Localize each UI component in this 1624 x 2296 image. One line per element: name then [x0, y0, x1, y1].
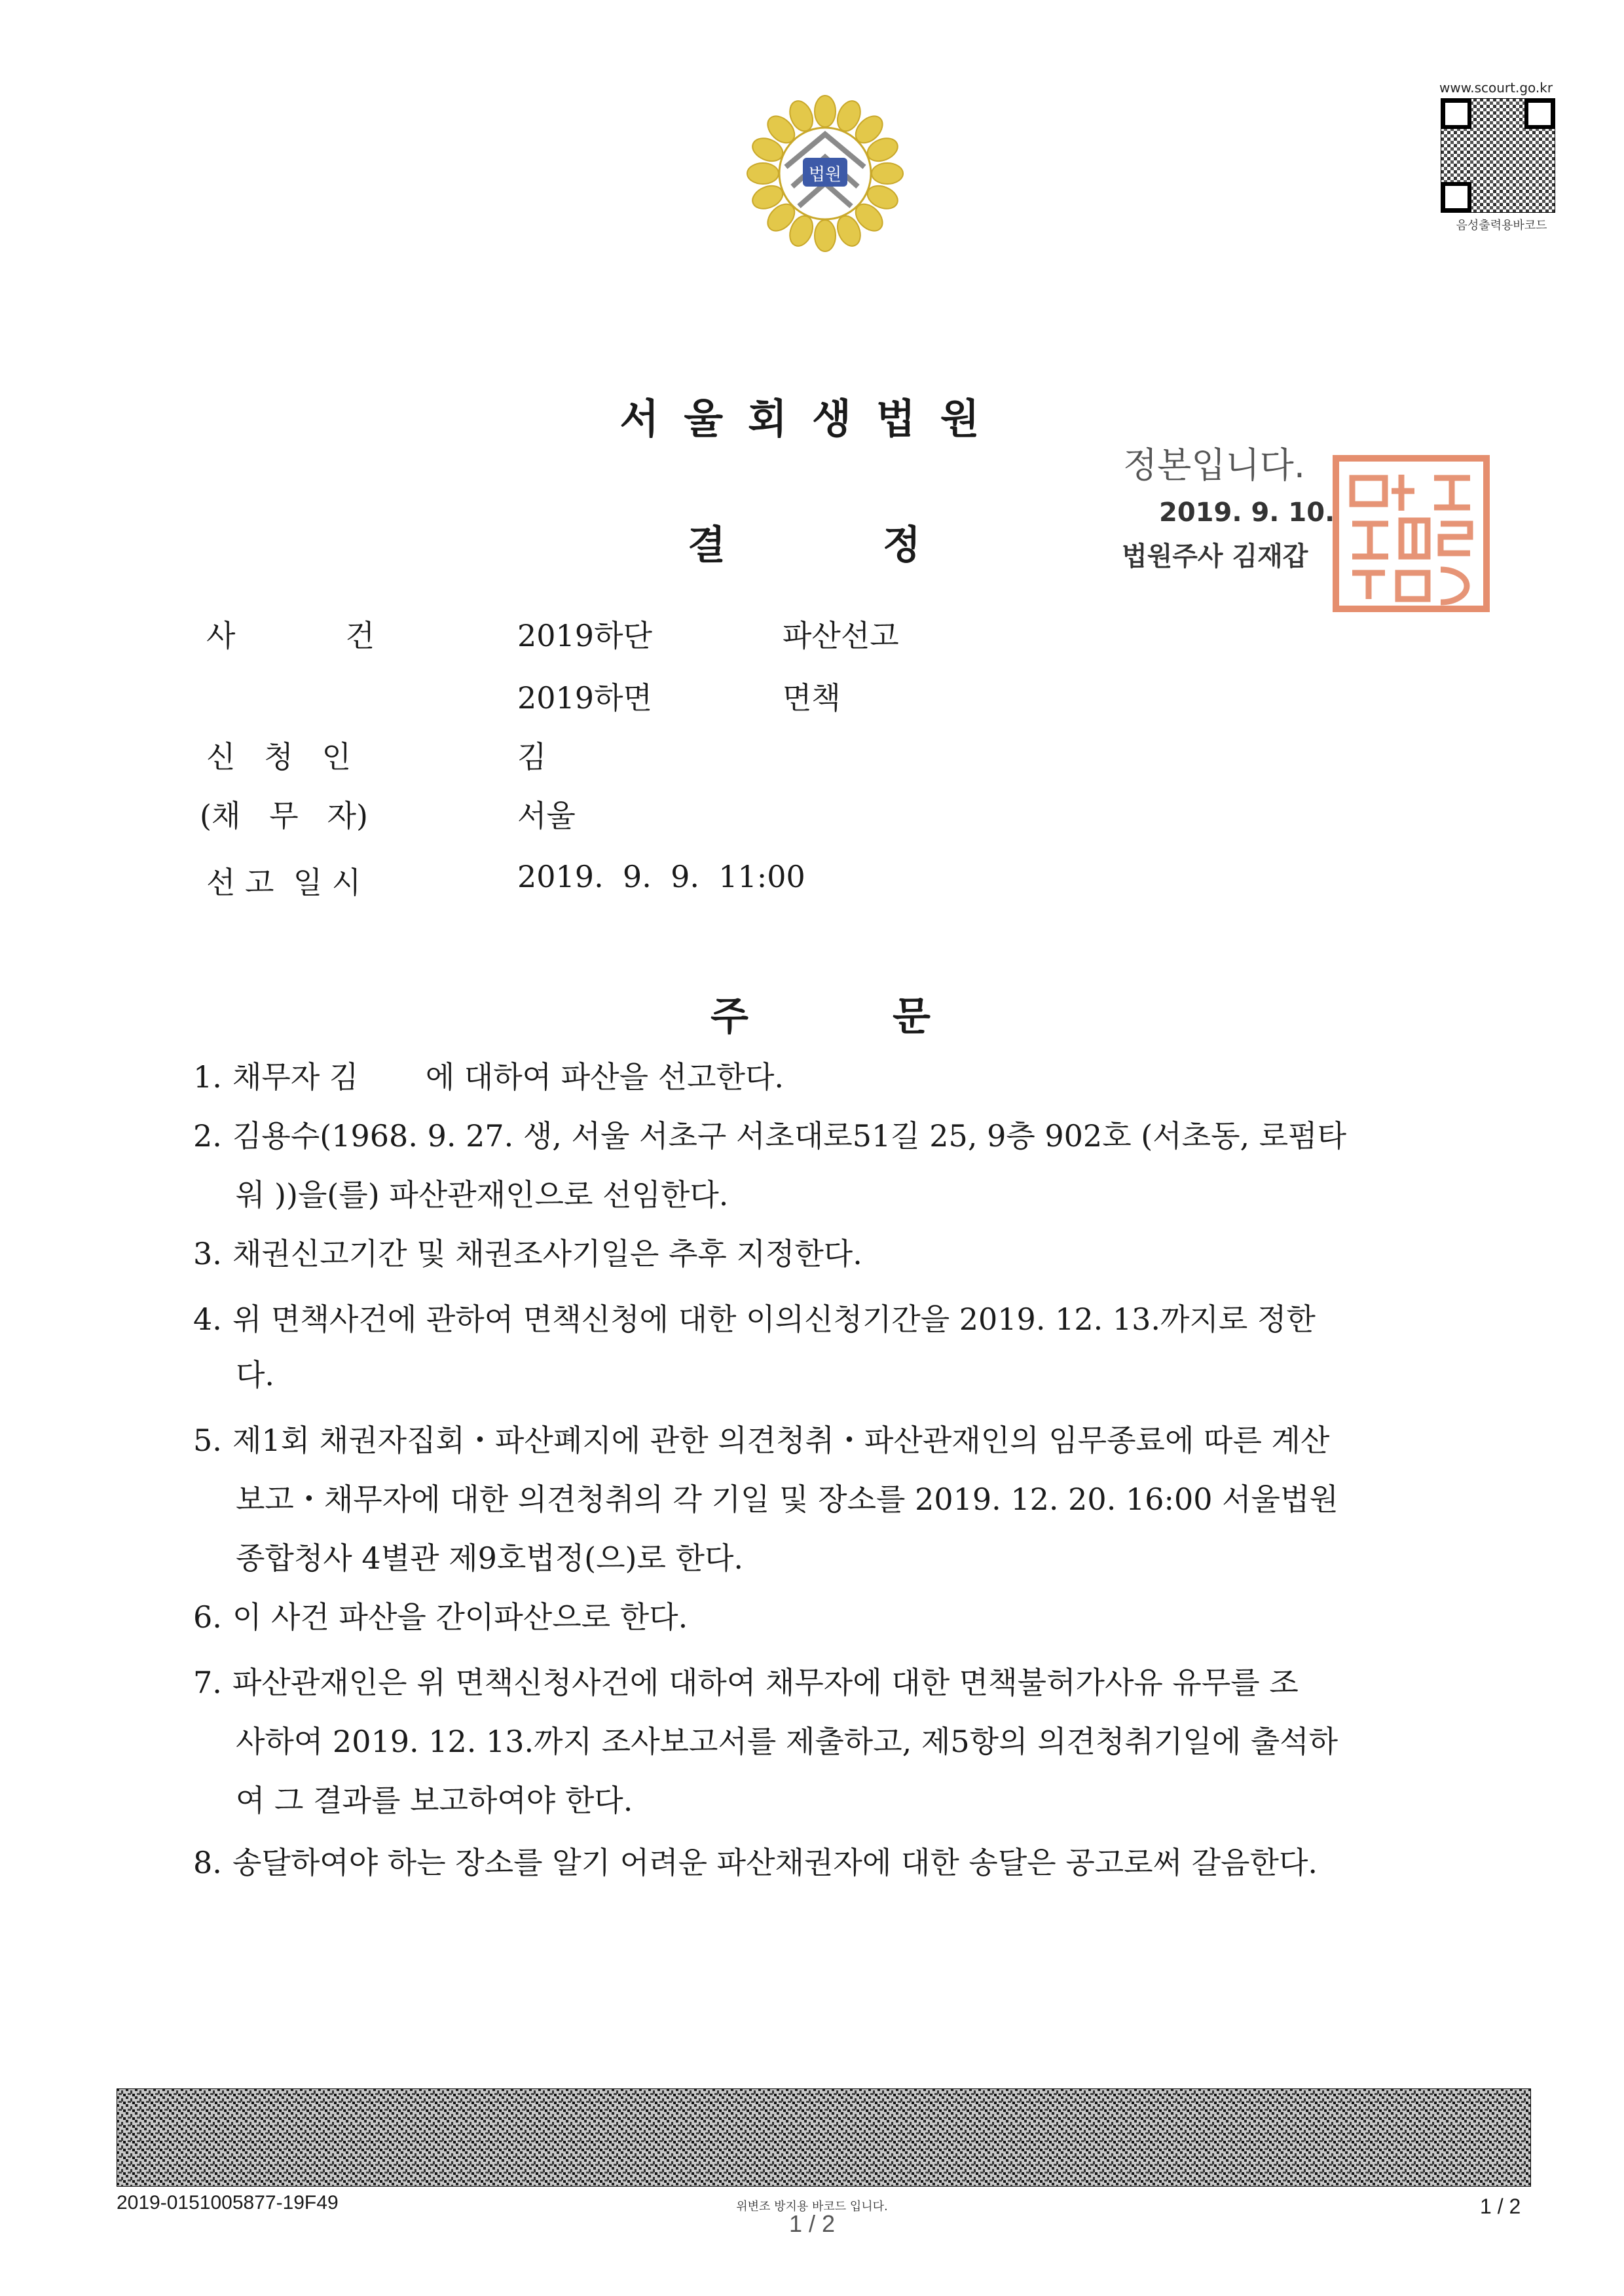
order-item-continued: 사하여 2019. 12. 13.까지 조사보고서를 제출하고, 제5항의 의견청취기일에 출석하 [236, 1724, 1338, 1759]
order-heading [710, 985, 931, 1042]
order-item-continued: 종합청사 4별관 제9호법정(으)로 한다. [236, 1540, 744, 1576]
order-item: 4. 위 면책사건에 관하여 면책신청에 대한 이의신청기간을 2019. 12. 13.까지로 정한 [193, 1302, 1316, 1337]
order-item: 1. 채무자 김 에 대하여 파산을 선고한다. [193, 1059, 784, 1095]
case-number-2: 2019하면 [517, 680, 652, 716]
order-item-continued: 다. [236, 1357, 275, 1393]
order-item-continued: 여 그 결과를 보고하여야 한다. [236, 1783, 633, 1818]
anti-forgery-note: 위변조 방지용 바코드 입니다. [736, 2200, 888, 2214]
certified-copy-text: 정본입니다. [1123, 445, 1305, 486]
order-item: 8. 송달하여야 하는 장소를 알기 어려운 파산채권자에 대한 송달은 공고로써 갈음한다. [193, 1845, 1318, 1880]
order-item: 6. 이 사건 파산을 간이파산으로 한다. [193, 1599, 688, 1635]
applicant-value: 김 [517, 739, 547, 774]
page-number-right: 1 / 2 [1480, 2195, 1521, 2218]
qr-code-icon [1441, 98, 1555, 213]
official-seal-icon [1329, 452, 1493, 615]
decision-title-part-b: 정 [882, 522, 921, 568]
sentence-date-label: 선 고 일 시 [206, 865, 361, 900]
applicant-label: 신 청 인 [206, 739, 352, 774]
case-type-1: 파산선고 [783, 618, 899, 653]
certified-date: 2019. 9. 10. [1159, 498, 1335, 528]
order-heading-part-a: 주 [710, 994, 748, 1040]
order-item: 7. 파산관재인은 위 면책신청사건에 대하여 채무자에 대한 면책불허가사유 유무를 조 [193, 1665, 1299, 1700]
case-number-1: 2019하단 [517, 618, 652, 653]
order-item: 3. 채권신고기간 및 채권조사기일은 추후 지정한다. [193, 1236, 862, 1271]
debtor-label: (채 무 자) [200, 798, 368, 833]
order-heading-part-b: 문 [892, 994, 931, 1040]
order-item-continued: 보고・채무자에 대한 의견청취의 각 기일 및 장소를 2019. 12. 20. 16:00 서울법원 [236, 1482, 1338, 1517]
debtor-value: 서울 [517, 798, 576, 833]
court-emblem-icon [747, 95, 904, 252]
qr-caption: 음성출력용바코드 [1456, 219, 1547, 232]
case-type-2: 면책 [783, 680, 841, 716]
qr-url: www.scourt.go.kr [1439, 80, 1553, 96]
page-number-center: 1 / 2 [788, 2210, 836, 2237]
case-label: 사 건 [206, 618, 377, 653]
decision-title-part-a: 결 [688, 522, 726, 568]
decision-title [688, 514, 921, 570]
sentence-date-value: 2019. 9. 9. 11:00 [517, 859, 805, 894]
certifying-clerk: 법원주사 김재갑 [1122, 541, 1308, 572]
emblem-text: 법원 [808, 165, 842, 185]
order-item: 5. 제1회 채권자집회・파산폐지에 관한 의견청취・파산관재인의 임무종료에 따른 계산 [193, 1423, 1330, 1458]
document-number: 2019-0151005877-19F49 [117, 2192, 339, 2214]
anti-forgery-barcode-icon [117, 2088, 1531, 2187]
order-item-continued: 워 ))을(를) 파산관재인으로 선임한다. [236, 1177, 729, 1212]
court-name: 서울회생법원 [619, 395, 1005, 443]
order-item: 2. 김용수(1968. 9. 27. 생, 서울 서초구 서초대로51길 25, 9층 902호 (서초동, 로펌타 [193, 1118, 1347, 1154]
